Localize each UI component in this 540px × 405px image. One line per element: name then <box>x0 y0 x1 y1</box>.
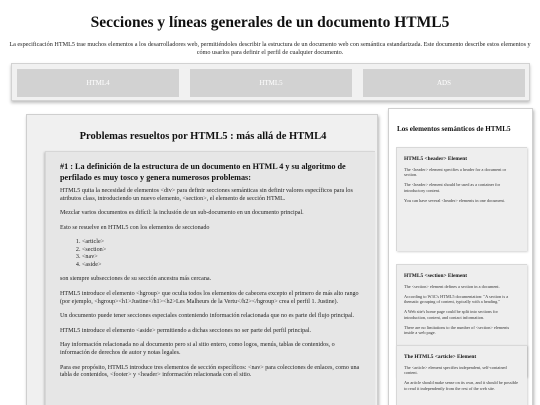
nav-item-ads[interactable]: ADS <box>363 69 525 97</box>
article-paragraph: Un documento puede tener secciones especiales conteniendo información relacionada que no es parte del flujo principal. <box>60 313 355 320</box>
article-paragraph: Esto se resuelve en HTML5 con los elementos de seccionado <box>60 224 210 231</box>
aside-card-text: There are no limitations to the number of <section> elements inside a web page. <box>404 324 510 335</box>
main-nav <box>11 63 530 101</box>
page-title: Secciones y líneas generales de un documento HTML5 <box>90 14 450 31</box>
list-item: 2. <section> <box>82 247 365 255</box>
aside-card-text: The <section> element defines a section in a document. <box>404 284 500 289</box>
article-paragraph: Para ese propósito, HTML5 introduce tres elementos de sección específicos: <nav> para colecciones de enlaces, como una tabla de contenidos, <footer> y <header> información relacionada con el sitio. <box>60 364 360 379</box>
list-item: 4. <aside> <box>82 262 365 270</box>
sectioning-elements-list <box>72 239 365 269</box>
aside-card-text: A Web site's home page could be split into sections for introduction, content, and contact information. <box>404 309 498 320</box>
aside-card-title: The HTML5 <article> Element <box>404 354 477 360</box>
list-item: 1. <article> <box>82 239 365 247</box>
aside-title: Los elementos semánticos de HTML5 <box>397 125 511 133</box>
aside-card-text: According to W3C's HTML5 documentation: "A section is a thematic grouping of content, typically with a heading." <box>404 293 509 305</box>
aside-card-text: The <header> element should be used as a container for introductory content. <box>404 182 501 193</box>
main-section <box>26 114 378 405</box>
nav-item-html4[interactable]: HTML4 <box>17 69 179 97</box>
aside-panel <box>388 108 533 405</box>
aside-card-text: The <header> element specifies a header for a document or section. <box>404 167 507 178</box>
article-title: #1 : La definición de la estructura de un documento en HTML 4 y su algoritmo de perfilado es muy tosco y genera numerosos problemas: <box>60 162 346 182</box>
aside-card-text: The <article> element specifies independent, self-contained content. <box>404 365 507 376</box>
list-item: 3. <nav> <box>82 254 365 262</box>
page-description: La especificación HTML5 trae muchos elementos a los desarrolladores web, permitiéndoles describir la estructura de un documento web con semántica estandarizada. Este documento describe estos elementos y cómo usarlos para definir el perfil de cualquier documento. <box>9 41 531 56</box>
article-paragraph: HTML5 introduce el elemento <hgroup> que oculta todos los elementos de cabecera excepto el primero de más alto rango (por ejemplo, <hgroup><h1>Justine</h1><h2>Les Malheurs de la Vertu</h2></hgroup> crea el perfil 1. Justine). <box>60 290 359 305</box>
aside-card-text: You can have several <header> elements in one document. <box>404 197 505 203</box>
aside-card-text: An article should make sense on its own, and it should be possible to read it independently from the rest of the web site. <box>404 380 518 391</box>
nav-item-html5[interactable]: HTML5 <box>190 69 352 97</box>
article-paragraph: Hay información relacionada no al documento pero si al sitio entero, como logos, menús, tablas de contenidos, o información de derechos de autor y notas legales. <box>60 342 335 356</box>
aside-card-header <box>396 147 527 251</box>
article <box>45 151 375 405</box>
article-paragraph: son siempre subsecciones de su sección ancestra más cercana. <box>60 276 212 283</box>
article-paragraph: Mezclar varios documentos es difícil: la inclusión de un sub-documento en un documento principal. <box>60 210 304 217</box>
main-section-title: Problemas resueltos por HTML5 : más allá de HTML4 <box>79 131 327 142</box>
aside-card-title: HTML5 <section> Element <box>404 273 468 279</box>
article-paragraph: HTML5 quita la necesidad de elementos <div> para definir secciones semánticas sin definir valores específicos para los atributos class, introduciendo un nuevo elemento, <section>, el elemento de sección HTML. <box>60 188 353 202</box>
article-paragraph: HTML5 introduce el elemento <aside> permitiendo a dichas secciones no ser parte del perfil principal. <box>60 327 312 334</box>
aside-card-article <box>396 345 527 405</box>
aside-card-title: HTML5 <header> Element <box>404 156 468 162</box>
